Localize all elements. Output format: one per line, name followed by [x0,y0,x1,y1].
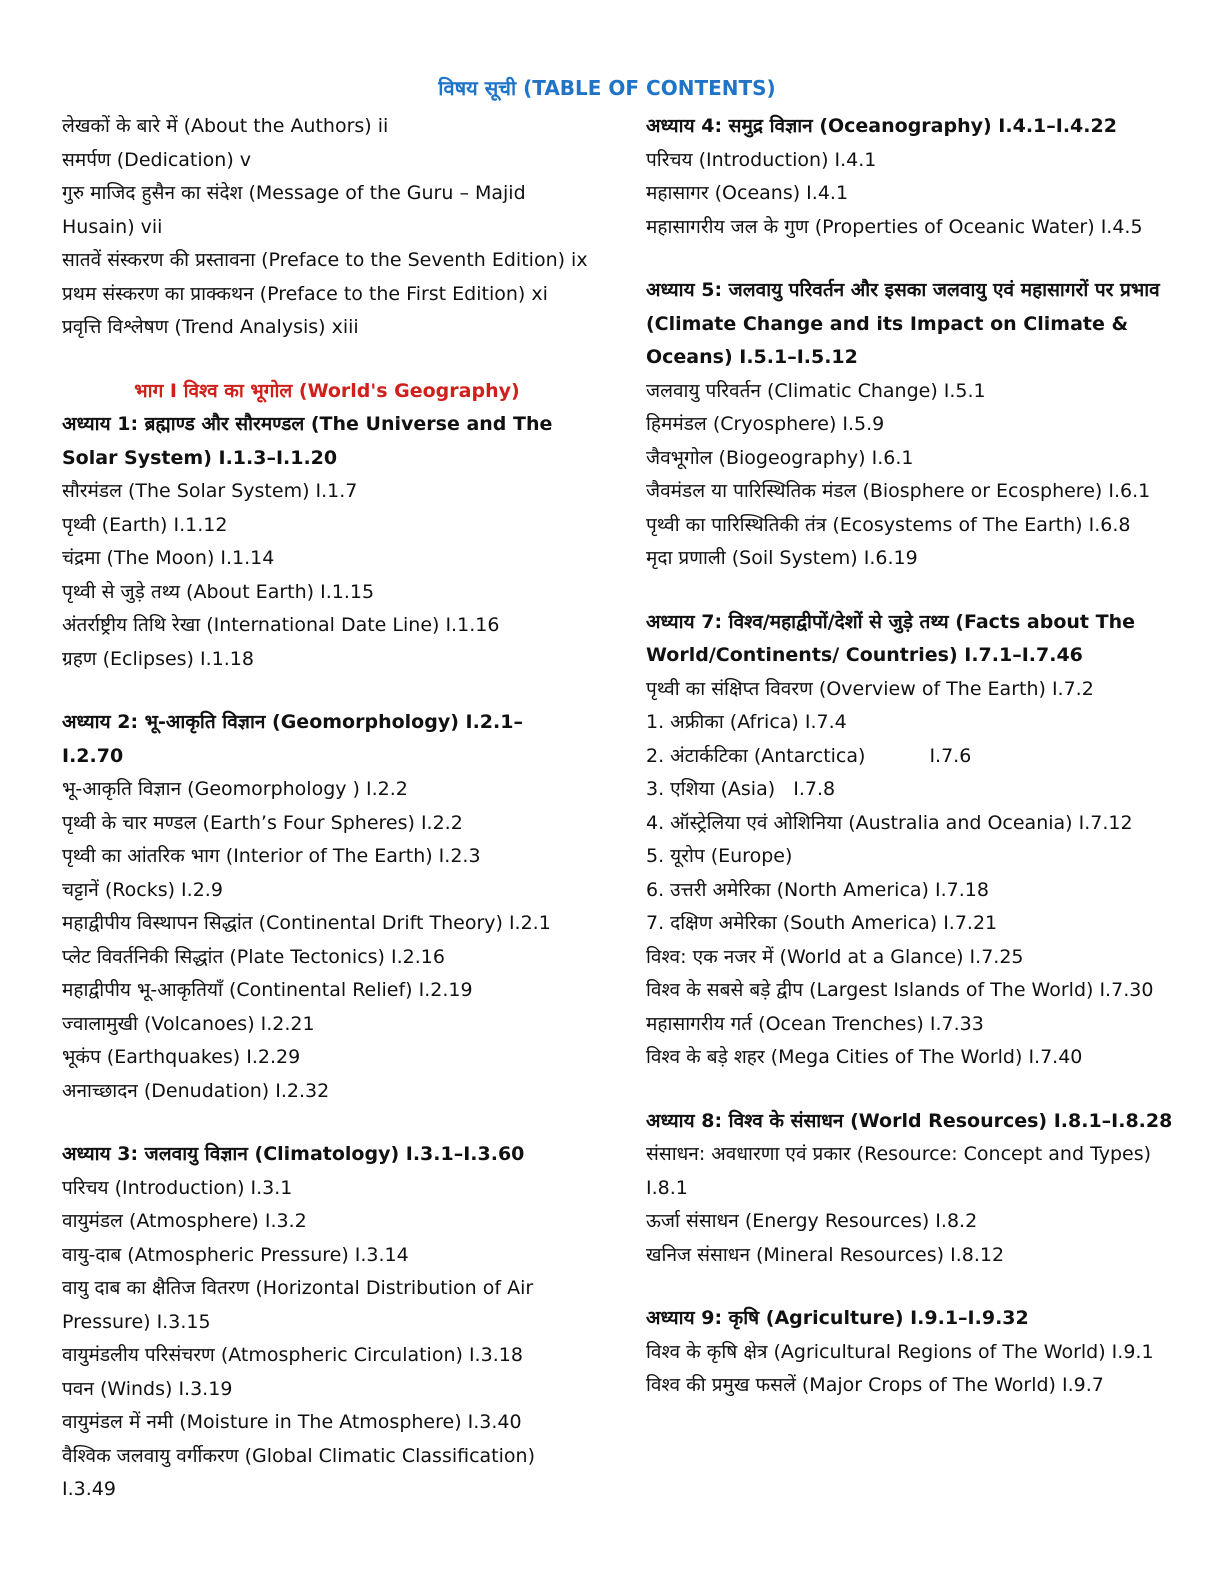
toc-entry[interactable]: अंतर्राष्ट्रीय तिथि रेखा (International Date Line) I.1.16 [62,614,500,636]
toc-entry[interactable]: 7. दक्षिण अमेरिका (South America) I.7.21 [646,912,998,934]
toc-entry-page: I.7.6 [929,744,972,767]
toc-entry[interactable]: जैवमंडल या पारिस्थितिक मंडल (Biosphere or Ecosphere) I.6.1 [646,480,1151,502]
toc-entry[interactable]: विश्व के कृषि क्षेत्र (Agricultural Regions of The World) I.9.1 [646,1340,1154,1363]
toc-entry[interactable]: जैवभूगोल (Biogeography) I.6.1 [646,446,914,469]
toc-entry[interactable]: 1. अफ्रीका (Africa) I.7.4 [646,711,847,733]
toc-entry[interactable]: महासागर (Oceans) I.4.1 [646,182,849,204]
toc-entry[interactable]: 5. यूरोप (Europe) [646,845,793,867]
toc-entry[interactable]: संसाधन: अवधारणा एवं प्रकार (Resource: Concept and Types) I.8.1 [646,1143,1152,1199]
toc-entry[interactable]: प्रथम संस्करण का प्राक्कथन (Preface to the First Edition) xi [62,282,548,305]
toc-entry[interactable] [646,773,1176,807]
chapter-heading[interactable]: अध्याय 9: कृषि (Agriculture) I.9.1–I.9.32 [646,1307,1029,1329]
toc-entry[interactable]: वैश्विक जलवायु वर्गीकरण (Global Climatic Classification) I.3.49 [62,1444,535,1500]
chapter-heading[interactable]: अध्याय 1: ब्रह्माण्ड और सौरमण्डल (The Universe and The Solar System) I.1.3–I.1.20 [62,413,553,469]
chapter-heading[interactable]: अध्याय 3: जलवायु विज्ञान (Climatology) I.3.1–I.3.60 [62,1143,525,1165]
part-heading[interactable]: भाग I विश्व का भूगोल (World's Geography) [134,379,520,402]
chapter-heading[interactable]: अध्याय 4: समुद्र विज्ञान (Oceanography) I.4.1–I.4.22 [646,115,1117,137]
toc-entry[interactable]: प्रवृत्ति विश्लेषण (Trend Analysis) xiii [62,316,359,338]
toc-right-column [646,110,1176,1403]
toc-entry[interactable]: जलवायु परिवर्तन (Climatic Change) I.5.1 [646,379,986,402]
toc-entry[interactable]: पवन (Winds) I.3.19 [62,1377,233,1400]
toc-entry[interactable]: परिचय (Introduction) I.4.1 [646,148,877,171]
toc-entry[interactable]: अनाच्छादन (Denudation) I.2.32 [62,1079,330,1102]
toc-entry[interactable]: ज्वालामुखी (Volcanoes) I.2.21 [62,1012,315,1035]
chapter-heading[interactable]: अध्याय 7: विश्व/महाद्वीपों/देशों से जुड़े तथ्य (Facts about The World/Continents/ Countries) I.7.1–I.7.46 [646,610,1135,666]
toc-entry[interactable]: पृथ्वी के चार मण्डल (Earth’s Four Spheres) I.2.2 [62,811,463,834]
toc-entry[interactable]: 6. उत्तरी अमेरिका (North America) I.7.18 [646,878,989,901]
chapter-heading[interactable]: अध्याय 8: विश्व के संसाधन (World Resources) I.8.1–I.8.28 [646,1109,1173,1132]
toc-entry[interactable]: चंद्रमा (The Moon) I.1.14 [62,547,275,569]
chapter-9-section [646,1302,1176,1403]
toc-entry[interactable]: पृथ्वी (Earth) I.1.12 [62,513,228,536]
toc-entry[interactable]: विश्व के सबसे बड़े द्वीप (Largest Islands of The World) I.7.30 [646,979,1154,1001]
chapter-1-section [62,408,582,676]
toc-entry[interactable]: वायुमंडल में नमी (Moisture in The Atmosphere) I.3.40 [62,1411,522,1433]
chapter-5-section [646,274,1176,576]
toc-entry[interactable]: विश्व के बड़े शहर (Mega Cities of The World) I.7.40 [646,1046,1083,1068]
toc-entry-page: I.7.8 [793,778,836,800]
toc-entry[interactable]: ग्रहण (Eclipses) I.1.18 [62,647,254,670]
toc-entry[interactable]: सातवें संस्करण की प्रस्तावना (Preface to the Seventh Edition) ix [62,249,588,271]
toc-entry[interactable]: वायु दाब का क्षैतिज वितरण (Horizontal Distribution of Air Pressure) I.3.15 [62,1277,534,1333]
toc-entry[interactable]: वायुमंडलीय परिसंचरण (Atmospheric Circulation) I.3.18 [62,1344,523,1366]
toc-entry-label: 3. एशिया (Asia) [646,778,776,800]
toc-entry[interactable]: परिचय (Introduction) I.3.1 [62,1176,293,1199]
toc-entry[interactable]: विश्व की प्रमुख फसलें (Major Crops of The World) I.9.7 [646,1374,1104,1396]
toc-left-column [62,110,588,1507]
toc-entry[interactable]: पृथ्वी का संक्षिप्त विवरण (Overview of The Earth) I.7.2 [646,677,1094,700]
toc-entry[interactable]: महासागरीय जल के गुण (Properties of Oceanic Water) I.4.5 [646,215,1143,238]
page-title: विषय सूची (TABLE OF CONTENTS) [438,76,776,100]
toc-entry[interactable]: भूकंप (Earthquakes) I.2.29 [62,1046,301,1068]
toc-entry[interactable]: भू-आकृति विज्ञान (Geomorphology ) I.2.2 [62,778,408,800]
toc-entry[interactable]: वायु-दाब (Atmospheric Pressure) I.3.14 [62,1243,409,1266]
toc-entry[interactable]: पृथ्वी का आंतरिक भाग (Interior of The Earth) I.2.3 [62,845,481,867]
toc-entry[interactable]: गुरु माजिद हुसैन का संदेश (Message of the Guru – Majid Husain) vii [62,182,526,238]
toc-entry[interactable]: लेखकों के बारे में (About the Authors) ii [62,115,389,137]
toc-entry[interactable]: महाद्वीपीय विस्थापन सिद्धांत (Continental Drift Theory) I.2.1 [62,912,551,934]
toc-entry[interactable]: सौरमंडल (The Solar System) I.1.7 [62,480,358,502]
toc-entry[interactable]: समर्पण (Dedication) v [62,148,252,171]
toc-entry[interactable]: मृदा प्रणाली (Soil System) I.6.19 [646,547,918,569]
front-matter-list [62,110,588,345]
toc-entry[interactable] [646,740,1176,774]
toc-entry[interactable]: विश्व: एक नजर में (World at a Glance) I.7.25 [646,945,1024,968]
chapter-2-section [62,706,582,1108]
toc-entry[interactable]: खनिज संसाधन (Mineral Resources) I.8.12 [646,1243,1005,1266]
toc-entry[interactable]: महाद्वीपीय भू-आकृतियाँ (Continental Relief) I.2.19 [62,979,473,1001]
toc-entry[interactable]: चट्टानें (Rocks) I.2.9 [62,878,223,901]
toc-entry[interactable]: वायुमंडल (Atmosphere) I.3.2 [62,1210,307,1232]
chapter-heading[interactable]: अध्याय 5: जलवायु परिवर्तन और इसका जलवायु एवं महासागरों पर प्रभाव (Climate Change and its Impact on Climate & Oceans) I.5.1–I.5.12 [646,279,1160,368]
chapter-4-section [646,110,1176,244]
toc-entry[interactable]: हिममंडल (Cryosphere) I.5.9 [646,413,885,435]
toc-entry[interactable]: ऊर्जा संसाधन (Energy Resources) I.8.2 [646,1210,978,1232]
toc-entry[interactable]: 4. ऑस्ट्रेलिया एवं ओशिनिया (Australia and Oceania) I.7.12 [646,811,1133,834]
toc-entry[interactable]: प्लेट विवर्तनिकी सिद्धांत (Plate Tectonics) I.2.16 [62,945,445,968]
chapter-3-section [62,1138,582,1507]
chapter-7-section [646,606,1176,1075]
toc-entry[interactable]: पृथ्वी से जुड़े तथ्य (About Earth) I.1.15 [62,580,375,603]
toc-entry[interactable]: पृथ्वी का पारिस्थितिकी तंत्र (Ecosystems of The Earth) I.6.8 [646,513,1131,536]
toc-entry[interactable]: महासागरीय गर्त (Ocean Trenches) I.7.33 [646,1012,984,1035]
chapter-8-section [646,1105,1176,1273]
toc-entry-label: 2. अंटार्कटिका (Antarctica) [646,744,866,767]
chapter-heading[interactable]: अध्याय 2: भू-आकृति विज्ञान (Geomorphology) I.2.1–I.2.70 [62,711,523,767]
